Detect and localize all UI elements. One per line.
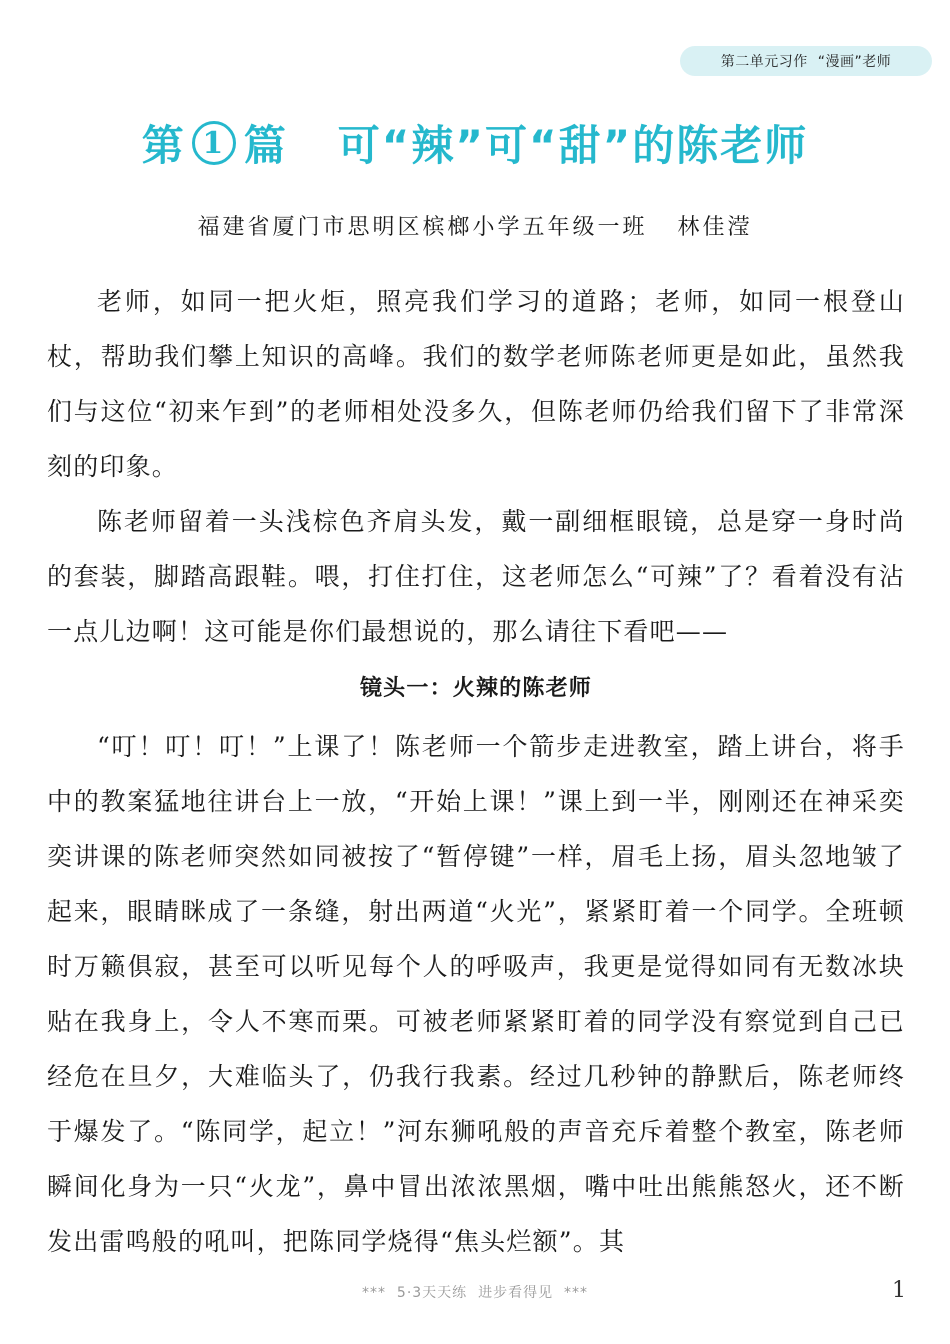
title-prefix: 第 <box>141 121 186 170</box>
article-title <box>0 108 950 178</box>
paragraph-scene-one: “叮！叮！叮！”上课了！陈老师一个箭步走进教室，踏上讲台，将手中的教案猛地往讲台上一放，“开始上课！”课上到一半，刚刚还在神采奕奕讲课的陈老师突然如同被按了“暂停键”一样，眉毛上扬，眉头忽地皱了起来，眼睛眯成了一条缝，射出两道“火光”，紧紧盯着一个同学。全班顿时万籁俱寂，甚至可以听见每个人的呼吸声，我更是觉得如同有无数冰块贴在我身上，令人不寒而栗。可被老师紧紧盯着的同学没有察觉到自己已经危在旦夕，大难临头了，仍我行我素。经过几秒钟的静默后，陈老师终于爆发了。“陈同学，起立！”河东狮吼般的声音充斥着整个教室，陈老师瞬间化身为一只“火龙”，鼻中冒出浓浓黑烟，嘴中吐出熊熊怒火，还不断发出雷鸣般的吼叫，把陈同学烧得“焦头烂额”。其 <box>47 732 905 1256</box>
paragraph-appearance: 陈老师留着一头浅棕色齐肩头发，戴一副细框眼镜，总是穿一身时尚的套装，脚踏高跟鞋。喂，打住打住，这老师怎么“可辣”了？看着没有沾一点儿边啊！这可能是你们最想说的，那么请往下看吧—— <box>47 507 905 646</box>
title-suffix: 篇 <box>243 121 288 170</box>
page-number: 1 <box>892 1278 906 1303</box>
footer-slogan: *** 5·3天天练 进步看得见 *** <box>362 1285 588 1301</box>
author-line: 福建省厦门市思明区槟榔小学五年级一班 林佳滢 <box>197 215 753 240</box>
article-body <box>47 274 905 1269</box>
title-text: 可“辣”可“甜”的陈老师 <box>337 121 809 170</box>
section-heading: 镜头一：火辣的陈老师 <box>359 676 592 701</box>
unit-tag: 第二单元习作 “漫画”老师 <box>680 46 932 76</box>
article-number-badge: 1 <box>192 121 236 165</box>
paragraph-intro: 老师，如同一把火炬，照亮我们学习的道路；老师，如同一根登山杖，帮助我们攀上知识的高峰。我们的数学老师陈老师更是如此，虽然我们与这位“初来乍到”的老师相处没多久，但陈老师仍给我们留下了非常深刻的印象。 <box>47 287 905 481</box>
